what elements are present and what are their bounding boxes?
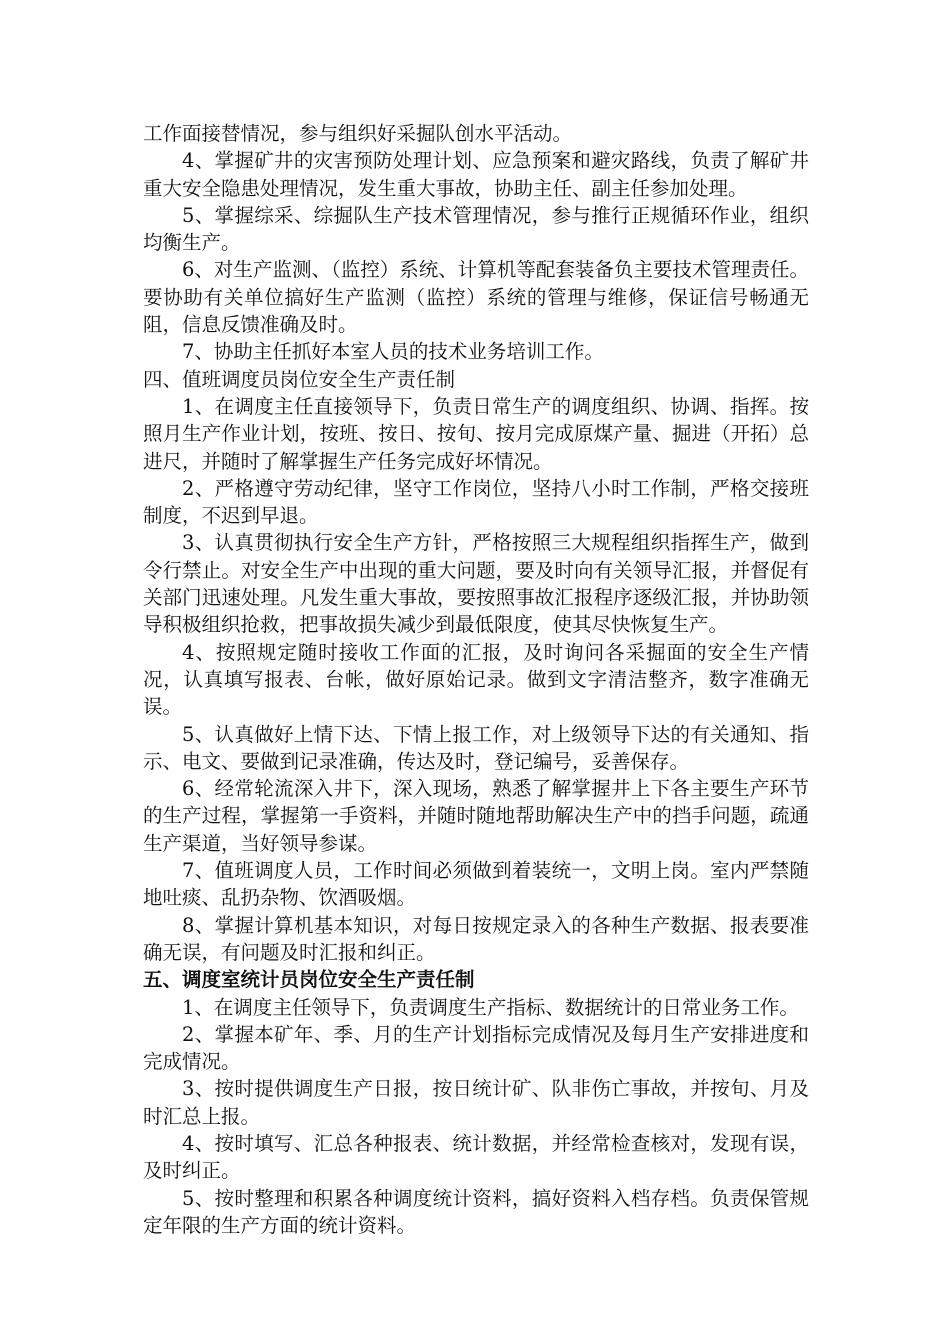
paragraph-duty-5: 5、认真做好上情下达、下情上报工作，对上级领导下达的有关通知、指示、电文、要做到记录准确，传达及时，登记编号，妥善保存。 (143, 722, 809, 773)
paragraph-stat-5: 5、按时整理和积累各种调度统计资料，搞好资料入档存档。负责保管规定年限的生产方面的统计资料。 (143, 1186, 809, 1237)
paragraph-duty-6: 6、经常轮流深入井下，深入现场，熟悉了解掌握井上下各主要生产环节的生产过程，掌握第一手资料，并随时随地帮助解决生产中的挡手问题，疏通生产渠道，当好领导参谋。 (143, 777, 809, 855)
paragraph-stat-3: 3、按时提供调度生产日报，按日统计矿、队非伤亡事故，并按旬、月及时汇总上报。 (143, 1077, 809, 1128)
paragraph-stat-4: 4、按时填写、汇总各种报表、统计数据，并经常检查核对，发现有误，及时纠正。 (143, 1131, 809, 1183)
paragraph-continuation: 工作面接替情况，参与组织好采掘队创水平活动。 (143, 122, 573, 145)
paragraph-item-4: 4、掌握矿井的灾害预防处理计划、应急预案和避灾路线，负责了解矿井重大安全隐患处理情况，发生重大事故，协助主任、副主任参加处理。 (143, 149, 809, 200)
paragraph-stat-2: 2、掌握本矿年、季、月的生产计划指标完成情况及每月生产安排进度和完成情况。 (143, 1022, 809, 1074)
paragraph-duty-2: 2、严格遵守劳动纪律，坚守工作岗位，坚持八小时工作制，严格交接班制度，不迟到早退。 (143, 476, 809, 528)
document-page (143, 120, 809, 1239)
section-heading-4: 四、值班调度员岗位安全生产责任制 (143, 367, 456, 391)
paragraph-duty-8: 8、掌握计算机基本知识，对每日按规定录入的各种生产数据、报表要准确无误，有问题及时汇报和纠正。 (143, 913, 809, 964)
paragraph-item-6: 6、对生产监测、（监控）系统、计算机等配套装备负主要技术管理责任。要协助有关单位搞好生产监测（监控）系统的管理与维修，保证信号畅通无阻，信息反馈准确及时。 (143, 258, 809, 337)
paragraph-duty-3: 3、认真贯彻执行安全生产方针，严格按照三大规程组织指挥生产，做到令行禁止。对安全生产中出现的重大问题，要及时向有关领导汇报，并督促有关部门迅速处理。凡发生重大事故，要按照事故汇报程序逐级汇报，并协助领导积极组织抢救，把事故损失减少到最低限度，使其尽快恢复生产。 (143, 531, 809, 637)
paragraph-duty-4: 4、按照规定随时接收工作面的汇报，及时询问各采掘面的安全生产情况，认真填写报表、台帐，做好原始记录。做到文字清洁整齐，数字准确无误。 (143, 640, 809, 719)
paragraph-duty-7: 7、值班调度人员，工作时间必须做到着装统一，文明上岗。室内严禁随地吐痰、乱扔杂物、饮酒吸烟。 (143, 859, 809, 910)
paragraph-item-5: 5、掌握综采、综掘队生产技术管理情况，参与推行正规循环作业，组织均衡生产。 (143, 203, 809, 255)
paragraph-duty-1: 1、在调度主任直接领导下，负责日常生产的调度组织、协调、指挥。按照月生产作业计划，按班、按日、按旬、按月完成原煤产量、掘进（开拓）总进尺，并随时了解掌握生产任务完成好坏情况。 (143, 394, 809, 473)
paragraph-item-7: 7、协助主任抓好本室人员的技术业务培训工作。 (182, 340, 604, 364)
paragraph-stat-1: 1、在调度主任领导下，负责调度生产指标、数据统计的日常业务工作。 (182, 995, 799, 1019)
section-heading-5: 五、调度室统计员岗位安全生产责任制 (143, 968, 475, 992)
